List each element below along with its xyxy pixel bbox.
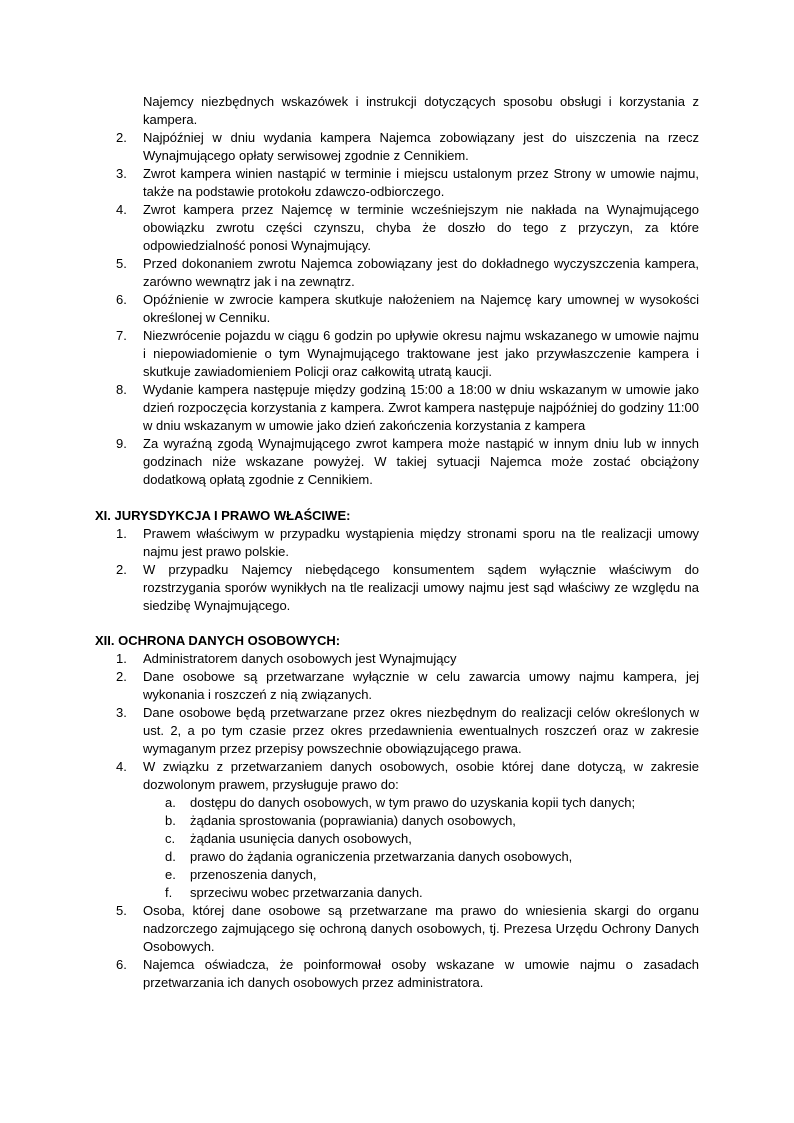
section-xii-list — [0, 650, 794, 992]
list-item — [0, 93, 794, 129]
list-item-text: Najemca oświadcza, że poinformował osoby wskazane w umowie najmu o zasadach przetwarzania ich danych osobowych przez administratora. — [143, 957, 699, 990]
list-item — [0, 704, 794, 758]
list-item-number: 1. — [116, 526, 127, 541]
list-item — [0, 435, 794, 489]
list-item — [0, 165, 794, 201]
sublist-item — [0, 884, 794, 902]
list-item-text: Zwrot kampera winien nastąpić w terminie i miejscu ustalonym przez Strony w umowie najmu, także na podstawie protokołu zdawczo-odbiorczego. — [143, 166, 699, 199]
list-item-number: 2. — [116, 130, 127, 145]
list-item — [0, 956, 794, 992]
list-item — [0, 129, 794, 165]
list-item-text: Najpóźniej w dniu wydania kampera Najemca zobowiązany jest do uiszczenia na rzecz Wynajmującego opłaty serwisowej zgodnie z Cennikiem. — [143, 130, 699, 163]
section-xi-list — [0, 525, 794, 615]
list-item — [0, 327, 794, 381]
list-item-text: Opóźnienie w zwrocie kampera skutkuje nałożeniem na Najemcę kary umownej w wysokości określonej w Cenniku. — [143, 292, 699, 325]
list-item-text: Dane osobowe są przetwarzane wyłącznie w celu zawarcia umowy najmu kampera, jej wykonania i roszczeń z nią związanych. — [143, 669, 699, 702]
list-item-number: 6. — [116, 292, 127, 307]
sublist-item-text: żądania sprostowania (poprawiania) danych osobowych, — [190, 813, 516, 828]
list-item — [0, 902, 794, 956]
list-item-text: W związku z przetwarzaniem danych osobowych, osobie której dane dotyczą, w zakresie dozwolonym prawem, przysługuje prawo do: — [143, 759, 699, 792]
list-item — [0, 668, 794, 704]
sublist-item-text: przenoszenia danych, — [190, 867, 317, 882]
list-item — [0, 758, 794, 794]
list-item — [0, 525, 794, 561]
list-item-number: 5. — [116, 256, 127, 271]
list-item-number: 5. — [116, 903, 127, 918]
list-item — [0, 255, 794, 291]
list-item-text: Wydanie kampera następuje między godziną 15:00 a 18:00 w dniu wskazanym w umowie jako dzień rozpoczęcia korzystania z kampera. Zwrot kampera następuje najpóźniej do godziny 11:00 w dniu wskazanym w umowie jako dzień zakończenia korzystania z kampera — [143, 382, 699, 433]
sublist-item-text: żądania usunięcia danych osobowych, — [190, 831, 412, 846]
sublist-item-text: sprzeciwu wobec przetwarzania danych. — [190, 885, 423, 900]
list-item-number: 8. — [116, 382, 127, 397]
sublist-item — [0, 794, 794, 812]
list-item-number: 2. — [116, 562, 127, 577]
sublist-item-letter: f. — [165, 885, 173, 900]
list-item-text: Najemcy niezbędnych wskazówek i instrukcji dotyczących sposobu obsługi i korzystania z kampera. — [143, 94, 699, 127]
section-xii-heading: XII. OCHRONA DANYCH OSOBOWYCH: — [95, 633, 341, 648]
sublist — [0, 794, 794, 902]
sublist-item — [0, 830, 794, 848]
list-item-number: 1. — [116, 651, 127, 666]
list-item-number: 4. — [116, 202, 127, 217]
list-item-text: Prawem właściwym w przypadku wystąpienia między stronami sporu na tle realizacji umowy najmu jest prawo polskie. — [143, 526, 699, 559]
sublist-item-text: dostępu do danych osobowych, w tym prawo do uzyskania kopii tych danych; — [190, 795, 636, 810]
list-item-number: 2. — [116, 669, 127, 684]
list-item-number: 6. — [116, 957, 127, 972]
list-item-text: Osoba, której dane osobowe są przetwarzane ma prawo do wniesienia skargi do organu nadzorczego zajmującego się ochroną danych osobowych, tj. Prezesa Urzędu Ochrony Danych Osobowych. — [143, 903, 699, 954]
list-item-number: 7. — [116, 328, 127, 343]
sublist-item-text: prawo do żądania ograniczenia przetwarzania danych osobowych, — [190, 849, 573, 864]
sublist-item-letter: e. — [165, 867, 176, 882]
list-item — [0, 291, 794, 327]
list-item-text: Niezwrócenie pojazdu w ciągu 6 godzin po upływie okresu najmu wskazanego w umowie najmu i niepowiadomienie o tym Wynajmującego traktowane jest jako przywłaszczenie kampera i skutkuje zawiadomieniem Policji oraz całkowitą utratą kaucji. — [143, 328, 699, 379]
sublist-item-letter: d. — [165, 849, 176, 864]
list-item-number: 3. — [116, 166, 127, 181]
list-item-number: 4. — [116, 759, 127, 774]
list-item-number: 3. — [116, 705, 127, 720]
sublist-item-letter: b. — [165, 813, 176, 828]
list-item — [0, 650, 794, 668]
list-item — [0, 561, 794, 615]
list-item-text: W przypadku Najemcy niebędącego konsumentem sądem wyłącznie właściwym do rozstrzygania sporów wynikłych na tle realizacji umowy najmu jest sąd właściwy ze względu na siedzibę Wynajmującego. — [143, 562, 699, 613]
section-xi-heading: XI. JURYSDYKCJA I PRAWO WŁAŚCIWE: — [95, 508, 351, 523]
sublist-item-letter: c. — [165, 831, 176, 846]
list-item-text: Przed dokonaniem zwrotu Najemca zobowiązany jest do dokładnego wyczyszczenia kampera, zarówno wewnątrz jak i na zewnątrz. — [143, 256, 699, 289]
sublist-item — [0, 866, 794, 884]
sublist-item — [0, 812, 794, 830]
list-item-text: Za wyraźną zgodą Wynajmującego zwrot kampera może nastąpić w innym dniu lub w innych godzinach niże wskazane powyżej. W takiej sytuacji Najemca może zostać obciążony dodatkową opłatą zgodnie z Cennikiem. — [143, 436, 699, 487]
list-item-text: Dane osobowe będą przetwarzane przez okres niezbędnym do realizacji celów określonych w ust. 2, a po tym czasie przez okres przedawnienia ewentualnych roszczeń oraz w zakresie wymaganym przez przepisy powszechnie obowiązującego prawa. — [143, 705, 699, 756]
sublist-item-letter: a. — [165, 795, 176, 810]
list-item-number: 9. — [116, 436, 127, 451]
list-item-text: Administratorem danych osobowych jest Wynajmujący — [143, 651, 457, 666]
list-item-text: Zwrot kampera przez Najemcę w terminie wcześniejszym nie nakłada na Wynajmującego obowiązku zwrotu części czynszu, chyba że doszło do tego z przyczyn, za które odpowiedzialność ponosi Wynajmujący. — [143, 202, 699, 253]
list-item — [0, 381, 794, 435]
section-x-list — [0, 93, 794, 489]
sublist-item — [0, 848, 794, 866]
list-item — [0, 201, 794, 255]
